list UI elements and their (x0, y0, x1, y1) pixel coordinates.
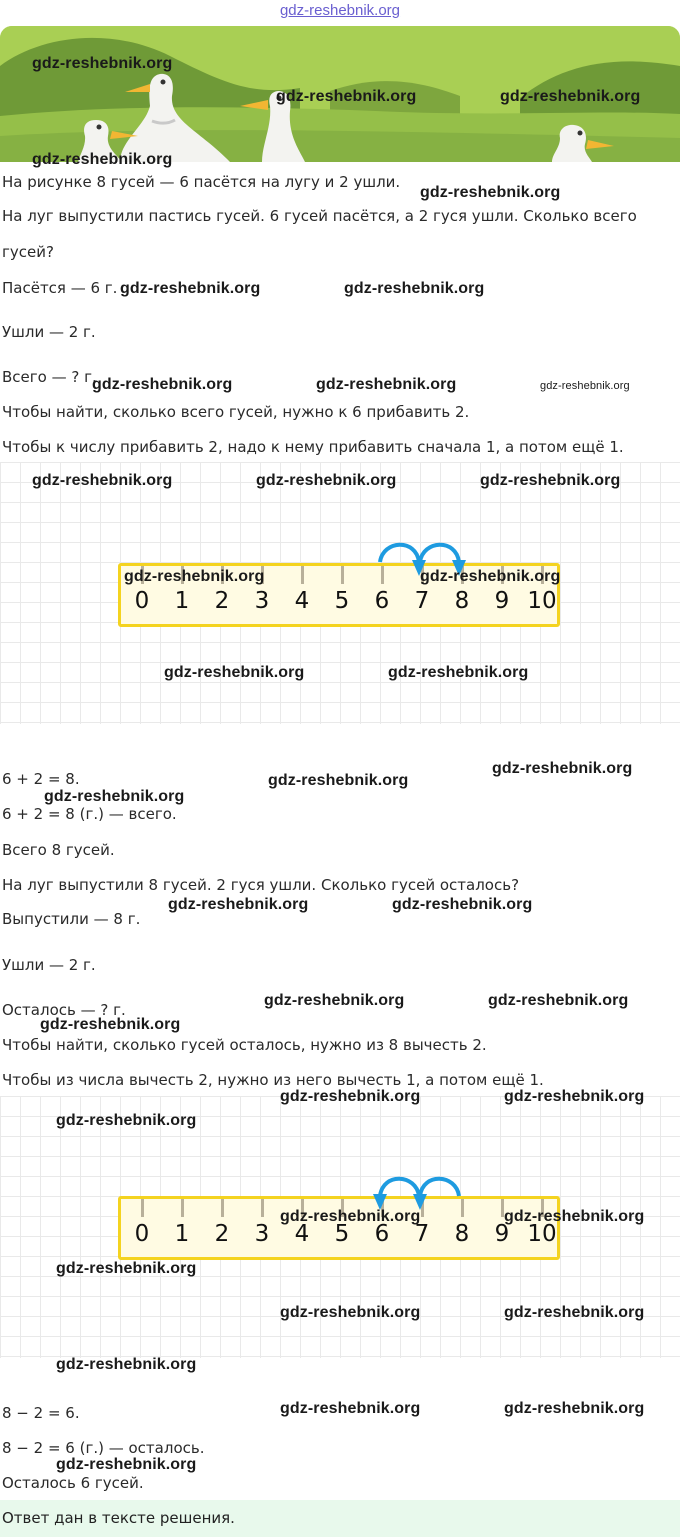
ruler-digit: 10 (527, 1221, 557, 1247)
answer-text: Ответ дан в тексте решения. (2, 1509, 235, 1527)
text-line: Ушли — 2 г. (2, 956, 96, 974)
jump-arrow-1 (380, 545, 419, 562)
watermark: gdz-reshebnik.org (256, 472, 397, 489)
number-line-addition (0, 462, 680, 724)
watermark: gdz-reshebnik.org (280, 1208, 421, 1225)
watermark: gdz-reshebnik.org (268, 772, 409, 789)
watermark: gdz-reshebnik.org (540, 380, 630, 392)
ruler-digit: 7 (414, 1221, 430, 1247)
ruler-digit: 8 (454, 1221, 470, 1247)
watermark: gdz-reshebnik.org (504, 1304, 645, 1321)
watermark: gdz-reshebnik.org (500, 88, 641, 105)
watermark: gdz-reshebnik.org (504, 1208, 645, 1225)
watermark: gdz-reshebnik.org (504, 1088, 645, 1105)
ruler-digit: 2 (214, 588, 230, 614)
watermark: gdz-reshebnik.org (280, 1088, 421, 1105)
text-line: Осталось — ? г. (2, 1001, 126, 1019)
watermark: gdz-reshebnik.org (280, 1304, 421, 1321)
watermark: gdz-reshebnik.org (280, 1400, 421, 1417)
watermark: gdz-reshebnik.org (488, 992, 629, 1009)
watermark: gdz-reshebnik.org (56, 1356, 197, 1373)
text-line: Всего — ? г. (2, 368, 97, 386)
text-line: Ушли — 2 г. (2, 323, 96, 341)
jump-arrow-2 (380, 1179, 419, 1196)
text-line: 8 − 2 = 6. (2, 1404, 80, 1422)
jump-arrows (0, 462, 680, 724)
ruler-digit: 7 (414, 588, 430, 614)
ruler-digit: 2 (214, 1221, 230, 1247)
ruler-digit: 1 (174, 588, 190, 614)
text-line: Чтобы найти, сколько гусей осталось, нужно из 8 вычесть 2. (2, 1036, 487, 1054)
watermark: gdz-reshebnik.org (92, 376, 233, 393)
text-line: На рисунке 8 гусей — 6 пасётся на лугу и 2 ушли. (2, 173, 401, 191)
text-line: На луг выпустили пастись гусей. 6 гусей пасётся, а 2 гуся ушли. Сколько всего (2, 207, 637, 225)
ruler-digit: 6 (374, 588, 390, 614)
watermark: gdz-reshebnik.org (344, 280, 485, 297)
watermark: gdz-reshebnik.org (32, 472, 173, 489)
answer-box (0, 1500, 680, 1537)
text-line: Пасётся — 6 г. (2, 279, 118, 297)
watermark: gdz-reshebnik.org (168, 896, 309, 913)
ruler-digit: 10 (527, 588, 557, 614)
watermark: gdz-reshebnik.org (388, 664, 529, 681)
site-link[interactable]: gdz-reshebnik.org (279, 2, 401, 19)
text-line: Всего 8 гусей. (2, 841, 115, 859)
ruler-digit: 3 (254, 1221, 270, 1247)
watermark: gdz-reshebnik.org (504, 1400, 645, 1417)
ruler-digit: 4 (294, 1221, 310, 1247)
jump-arrow-2 (420, 545, 459, 562)
watermark: gdz-reshebnik.org (32, 151, 173, 168)
watermark: gdz-reshebnik.org (316, 376, 457, 393)
watermark: gdz-reshebnik.org (164, 664, 305, 681)
ruler-digit: 9 (494, 1221, 510, 1247)
ruler-digit: 8 (454, 588, 470, 614)
ruler-digit: 0 (134, 588, 150, 614)
text-line: Чтобы к числу прибавить 2, надо к нему прибавить сначала 1, а потом ещё 1. (2, 438, 624, 456)
ruler-digit: 1 (174, 1221, 190, 1247)
watermark: gdz-reshebnik.org (492, 760, 633, 777)
text-line: Выпустили — 8 г. (2, 910, 141, 928)
watermark: gdz-reshebnik.org (44, 788, 185, 805)
text-line: Осталось 6 гусей. (2, 1474, 144, 1492)
ruler-digit: 5 (334, 588, 350, 614)
ruler-digit: 0 (134, 1221, 150, 1247)
watermark: gdz-reshebnik.org (56, 1456, 197, 1473)
text-line: 6 + 2 = 8 (г.) — всего. (2, 805, 177, 823)
watermark: gdz-reshebnik.org (420, 184, 561, 201)
watermark: gdz-reshebnik.org (276, 88, 417, 105)
ruler-digit: 6 (374, 1221, 390, 1247)
watermark: gdz-reshebnik.org (420, 568, 561, 585)
ruler-digit: 5 (334, 1221, 350, 1247)
ruler-digit: 9 (494, 588, 510, 614)
ruler-digit: 4 (294, 588, 310, 614)
watermark: gdz-reshebnik.org (32, 55, 173, 72)
watermark: gdz-reshebnik.org (120, 280, 261, 297)
jump-arrow-1 (420, 1179, 459, 1196)
watermark: gdz-reshebnik.org (56, 1112, 197, 1129)
watermark: gdz-reshebnik.org (392, 896, 533, 913)
watermark: gdz-reshebnik.org (480, 472, 621, 489)
text-line: 6 + 2 = 8. (2, 770, 80, 788)
text-line: Чтобы из числа вычесть 2, нужно из него вычесть 1, а потом ещё 1. (2, 1071, 544, 1089)
text-line: Чтобы найти, сколько всего гусей, нужно к 6 прибавить 2. (2, 403, 470, 421)
watermark: gdz-reshebnik.org (124, 568, 265, 585)
text-line: На луг выпустили 8 гусей. 2 гуся ушли. Сколько гусей осталось? (2, 876, 520, 894)
ruler-digit: 3 (254, 588, 270, 614)
watermark: gdz-reshebnik.org (56, 1260, 197, 1277)
watermark: gdz-reshebnik.org (264, 992, 405, 1009)
watermark: gdz-reshebnik.org (40, 1016, 181, 1033)
text-line: 8 − 2 = 6 (г.) — осталось. (2, 1439, 205, 1457)
text-line: гусей? (2, 243, 54, 261)
